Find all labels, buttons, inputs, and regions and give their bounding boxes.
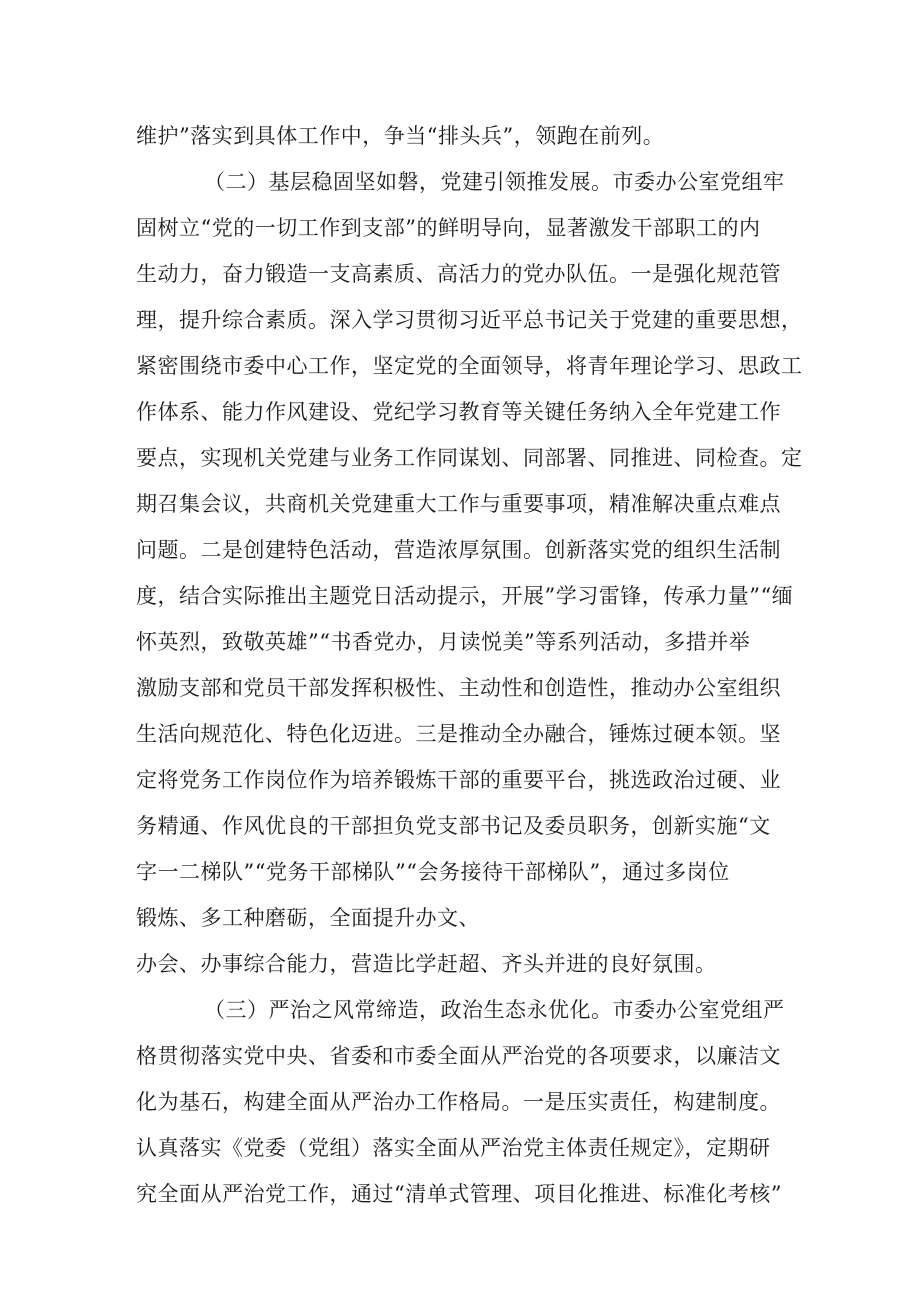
- text-line: 紧密围绕市委中心工作，坚定党的全面领导，将青年理论学习、思政工: [136, 354, 803, 378]
- text-line: 务精通、作风优良的干部担负党支部书记及委员职务，创新实施“文: [136, 814, 771, 838]
- text-line: 作体系、能力作风建设、党纪学习教育等关键任务纳入全年党建工作: [136, 400, 781, 424]
- text-line: 办会、办事综合能力，营造比学赶超、齐头并进的良好氛围。: [136, 952, 717, 976]
- text-line: 理，提升综合素质。深入学习贯彻习近平总书记关于党建的重要思想，: [136, 308, 803, 332]
- text-line: 字一二梯队”“党务干部梯队”“会务接待干部梯队”，通过多岗位: [136, 860, 730, 884]
- text-line: 锻炼、多工种磨砺，全面提升办文、: [136, 906, 480, 930]
- text-line: 固树立“党的一切工作到支部”的鲜明导向，显著激发干部职工的内: [136, 216, 761, 240]
- text-line: 怀英烈，致敬英雄”“书香党办，月读悦美”等系列活动，多措并举: [136, 630, 751, 654]
- text-line: 期召集会议，共商机关党建重大工作与重要事项，精准解决重点难点: [136, 492, 781, 516]
- text-line: 化为基石，构建全面从严治办工作格局。一是压实责任，构建制度。: [136, 1090, 781, 1114]
- text-line: 激励支部和党员干部发挥积极性、主动性和创造性，推动办公室组织: [136, 676, 781, 700]
- text-line: 定将党务工作岗位作为培养锻炼干部的重要平台，挑选政治过硬、业: [136, 768, 781, 792]
- text-line: 认真落实《党委（党组）落实全面从严治党主体责任规定》，定期研: [136, 1136, 771, 1160]
- text-line: 要点，实现机关党建与业务工作同谋划、同部署、同推进、同检查。定: [136, 446, 803, 470]
- text-line: 生活向规范化、特色化迈进。三是推动全办融合，锤炼过硬本领。坚: [136, 722, 781, 746]
- paragraph-heading-3: （三）严治之风常缔造，政治生态永优化。市委办公室党组严: [204, 998, 785, 1022]
- text-line: 问题。二是创建特色活动，营造浓厚氛围。创新落实党的组织生活制: [136, 538, 781, 562]
- paragraph-heading-2: （二）基层稳固坚如磐，党建引领推发展。市委办公室党组牢: [204, 170, 785, 194]
- text-line: 维护”落实到具体工作中，争当“排头兵”，领跑在前列。: [136, 124, 665, 148]
- text-line: 究全面从严治党工作，通过“清单式管理、项目化推进、标准化考核”: [136, 1182, 782, 1206]
- text-line: 生动力，奋力锻造一支高素质、高活力的党办队伍。一是强化规范管: [136, 262, 781, 286]
- text-line: 格贯彻落实党中央、省委和市委全面从严治党的各项要求，以廉洁文: [136, 1044, 781, 1068]
- text-line: 度，结合实际推出主题党日活动提示，开展”学习雷锋，传承力量”“缅: [136, 584, 794, 608]
